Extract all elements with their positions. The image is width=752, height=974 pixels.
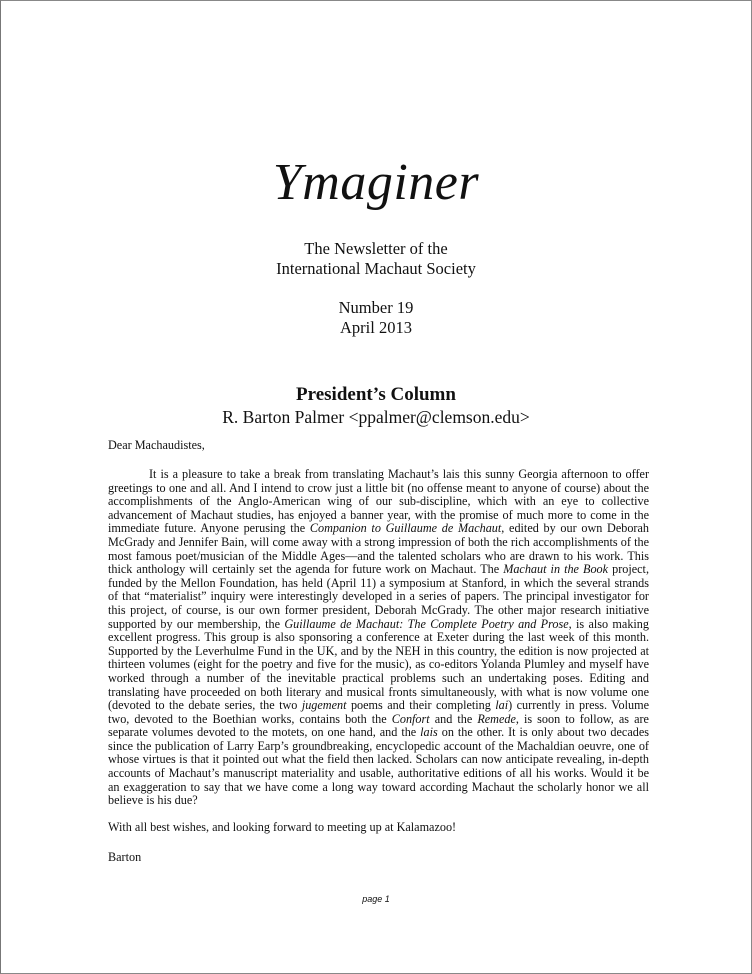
paragraph-text: project, funded by the Mellon Foundation, has held (April 11) a symposium at Stanford, in which the several strands of that “materialist” inquiry were interestingly developed in a series of papers. The principal investigator for this project, of course, is our own former president, Deborah McGrady. The other major research initiative supported by our membership, the bbox=[108, 562, 649, 631]
newsletter-subtitle bbox=[1, 239, 751, 279]
term-confort: Confort bbox=[391, 711, 430, 726]
page-number: page 1 bbox=[362, 894, 390, 904]
term-lai: lai bbox=[495, 698, 509, 713]
paragraph-text: It is a pleasure to take a break from translating Machaut’s lais this sunny Georgia afternoon to offer greetings to one and all. And I intend to crow just a little bit (no offense meant to anyone of course) about the accomplishments of the Anglo-American wing of our sub-discipline, which with an eye to collective advancement of Machaut studies, has enjoyed a banner year, with the promise of much more to come in the immediate future. Anyone perusing the bbox=[108, 467, 649, 536]
subtitle-line-2: International Machaut Society bbox=[276, 259, 476, 278]
column-heading: President’s Column bbox=[296, 384, 456, 405]
signature: Barton bbox=[108, 850, 142, 864]
paragraph-text: ) currently in press. Volume two, devoted to the Boethian works, contains both the bbox=[108, 698, 649, 726]
column-author: R. Barton Palmer <ppalmer@clemson.edu> bbox=[222, 407, 530, 427]
issue-number: Number 19 bbox=[338, 298, 414, 317]
term-remede: Remede bbox=[477, 711, 516, 726]
subtitle-line-1: The Newsletter of the bbox=[304, 239, 448, 258]
closing-line: With all best wishes, and looking forward to meeting up at Kalamazoo! bbox=[108, 820, 457, 834]
edition-title: Guillaume de Machaut: The Complete Poetry and Prose bbox=[284, 616, 569, 631]
term-lais: lais bbox=[420, 725, 438, 740]
paragraph-text: , is also making excellent progress. This group is also sponsoring a conference at Exeter during the last week of this month. Supported by the Leverhulme Fund in the UK, and by the NEH in this country, the edition is now projected at thirteen volumes (eight for the poetry and five for the music), as co-editors Yolanda Plumley and myself have worked through a number of the inevitable practical problems such an undertaking poses. Editing and translating have proceeded on both literary and musical fronts simultaneously, with what is now volume one (devoted to the debate series, the two bbox=[108, 616, 649, 713]
paragraph-text: and the bbox=[429, 711, 478, 726]
project-title-machaut-in-the-book: Machaut in the Book bbox=[503, 562, 609, 577]
paragraph-text: on the other. It is only about two decades since the publication of Larry Earp’s groundbreaking, encyclopedic account of the Machaldian oeuvre, one of whose virtues is that it pointed out what the field then lacked. Scholars can now anticipate revealing, in-depth accounts of Machaut’s manuscript materiality and usable, authoritative editions of all his works. Would it be an exaggeration to say that we have come a long way toward according Machaut the scholarly honor we all believe is his due? bbox=[108, 725, 649, 808]
term-jugement: jugement bbox=[301, 698, 347, 713]
paragraph-text: poems and their completing bbox=[346, 698, 496, 713]
issue-info bbox=[1, 298, 751, 338]
salutation: Dear Machaudistes, bbox=[108, 438, 205, 452]
newsletter-title: Ymaginer bbox=[272, 154, 480, 211]
issue-date: April 2013 bbox=[340, 318, 412, 337]
body-paragraph bbox=[108, 468, 649, 808]
paragraph-text: , is soon to follow, as are separate volumes devoted to the motets, on one hand, and the bbox=[108, 711, 649, 740]
book-title-companion: Companion to Guillaume de Machaut bbox=[309, 521, 502, 536]
paragraph-text: , edited by our own Deborah McGrady and Jennifer Bain, will come away with a strong impression of both the rich accomplishments of the most famous poet/musician of the Middle Ages—and the talented scholars who are drawn to his work. This thick anthology will certainly set the agenda for future work on Machaut. The bbox=[108, 521, 649, 577]
